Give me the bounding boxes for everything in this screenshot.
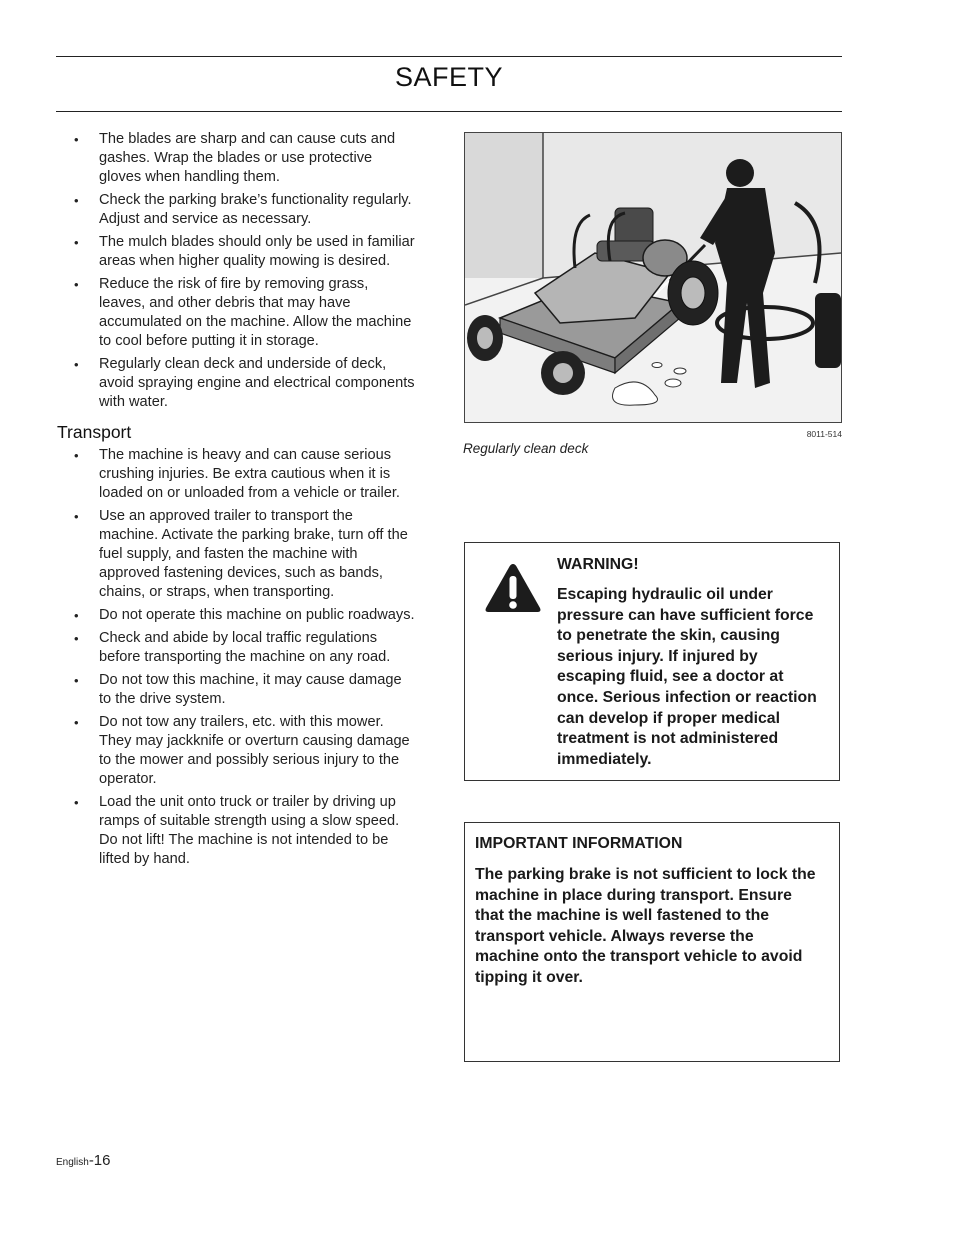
list-item: • Reduce the risk of fire by removing grass, leaves, and other debris that may have accumulated on the machine. Allow the machine to cool before putting it in storage. (56, 275, 416, 351)
warning-box (464, 542, 840, 781)
important-information-box (464, 822, 840, 1062)
page-number: -16 (88, 1152, 111, 1169)
left-column (56, 130, 416, 873)
mower-cleaning-illustration (465, 133, 841, 422)
footer-language: English (56, 1157, 89, 1168)
list-item: • Check the parking brake’s functionality regularly. Adjust and service as necessary. (56, 191, 416, 229)
page-footer (56, 1152, 111, 1170)
list-item: • The blades are sharp and can cause cuts and gashes. Wrap the blades or use protective gloves when handling them. (56, 130, 416, 187)
figure-illustration (464, 132, 842, 423)
list-item: • Do not operate this machine on public roadways. (56, 606, 416, 625)
list-item: • The machine is heavy and can cause serious crushing injuries. Be extra cautious when it is loaded on or unloaded from a vehicle or trailer. (56, 446, 416, 503)
list-item: • Do not tow this machine, it may cause damage to the drive system. (56, 671, 416, 709)
page-title: SAFETY (394, 62, 504, 92)
important-information-title: IMPORTANT INFORMATION (475, 835, 683, 852)
list-item: • Load the unit onto truck or trailer by driving up ramps of suitable strength using a slow speed. Do not lift! The machine is not intended to be lifted by hand. (56, 793, 416, 869)
warning-title: WARNING! (557, 556, 639, 573)
warning-text: Escaping hydraulic oil under pressure can have sufficient force to penetrate the skin, causing serious injury. If injured by escaping fluid, see a doctor at once. Serious infection or reaction can develop if proper medical treatment is not administered immediately. (557, 586, 817, 768)
list-item: • The mulch blades should only be used in familiar areas when higher quality mowing is desired. (56, 233, 416, 271)
important-information-text: The parking brake is not sufficient to lock the machine in place during transport. Ensure that the machine is well fastened to the transport vehicle. Always reverse the machine onto the transport vehicle to avoid tipping it over. (475, 866, 816, 986)
warning-triangle-icon (483, 561, 543, 615)
title-underline (56, 111, 842, 112)
top-rule (56, 56, 842, 57)
list-item: • Use an approved trailer to transport the machine. Activate the parking brake, turn off the fuel supply, and fasten the machine with approved fastening devices, such as bands, chains, or straps, when transporting. (56, 507, 416, 602)
safety-bullet-list (56, 130, 416, 412)
figure-caption: Regularly clean deck (463, 441, 589, 456)
list-item: • Regularly clean deck and underside of deck, avoid spraying engine and electrical components with water. (56, 355, 416, 412)
transport-bullet-list (56, 446, 416, 869)
list-item: • Check and abide by local traffic regulations before transporting the machine on any road. (56, 629, 416, 667)
list-item: • Do not tow any trailers, etc. with this mower. They may jackknife or overturn causing damage to the mower and possibly serious injury to the operator. (56, 713, 416, 789)
transport-heading: Transport (57, 422, 132, 442)
figure-code: 8011-514 (806, 429, 842, 439)
